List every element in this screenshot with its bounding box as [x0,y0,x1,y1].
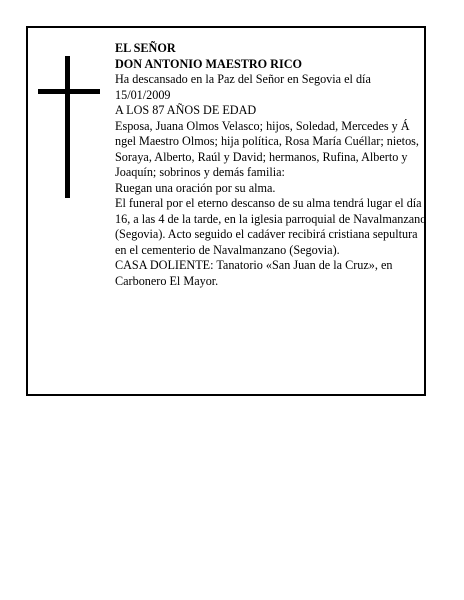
cross-vertical-bar [65,56,70,198]
prayer-request: Ruegan una oración por su alma. [115,180,276,195]
notice-heading: EL SEÑOR [115,41,176,55]
notice-text [115,41,427,289]
cross-icon [38,56,100,198]
family-list: Esposa, Juana Olmos Velasco; hijos, Soledad, Mercedes y Á ngel Maestro Olmos; hija política, Rosa María Cuéllar; nietos, Soraya, Alberto, Raúl y David; hermanos, Rufina, Alberto y Joaquín; sobrinos y demás familia: [115,118,419,179]
funeral-details: El funeral por el eterno descanso de su alma tendrá lugar el día 16, a las 4 de la tarde, en la iglesia parroquial de Navalmanzano (Segovia). Acto seguido el cadáver recibirá cristiana sepultura en el cementerio de Navalmanzano (Segovia). [115,196,427,257]
age-statement: A LOS 87 AÑOS DE EDAD [115,103,257,117]
obituary-notice [26,26,426,396]
death-statement: Ha descansado en la Paz del Señor en Segovia el día 15/01/2009 [115,72,371,102]
mourning-house: CASA DOLIENTE: Tanatorio «San Juan de la Cruz», en Carbonero El Mayor. [115,258,393,288]
deceased-name: DON ANTONIO MAESTRO RICO [115,56,303,71]
cross-horizontal-bar [38,89,100,94]
